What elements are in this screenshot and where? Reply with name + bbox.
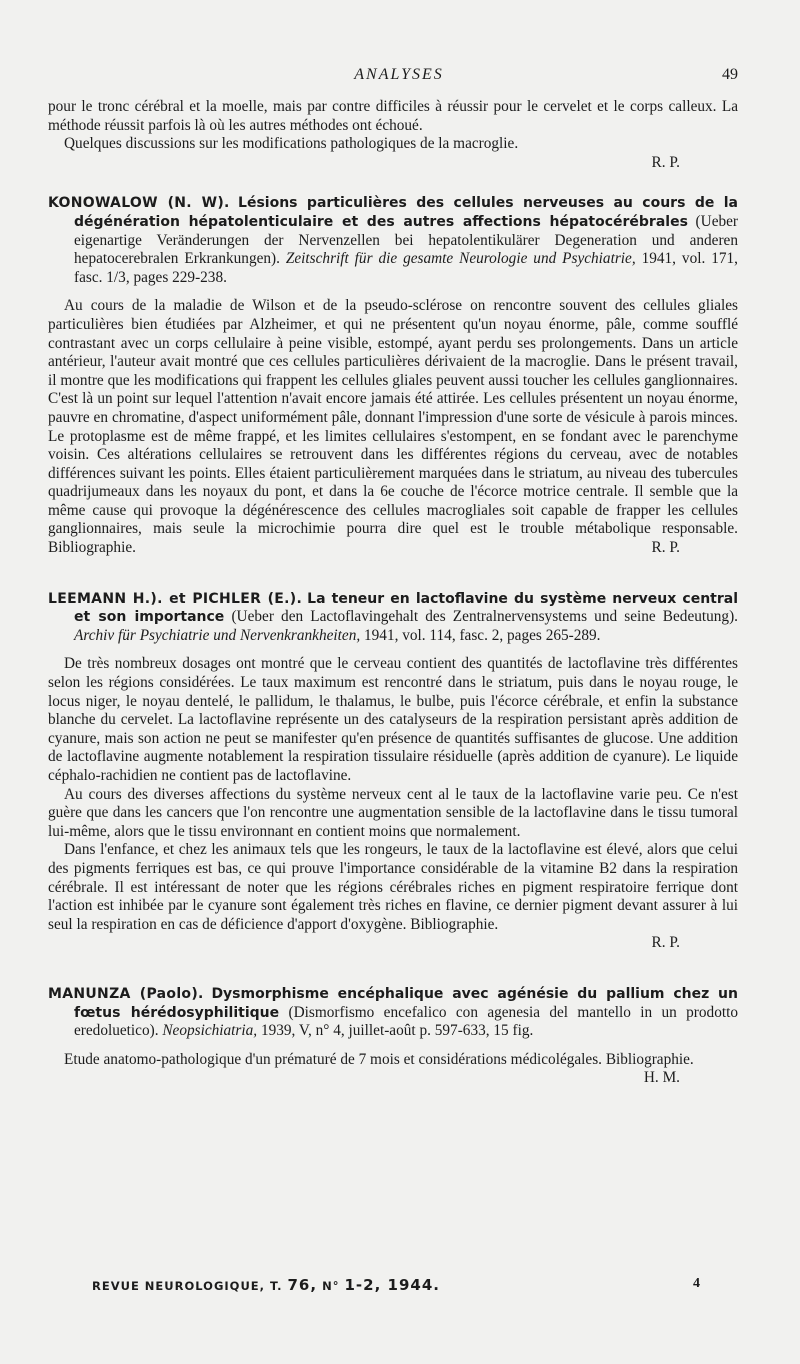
article-title: Dysmorphisme encéphalique avec agénésie du pallium chez un fœtus hérédosyphilitique bbox=[74, 985, 738, 1021]
article-journal: Zeitschrift für die gesamte Neurologie und Psychiatrie, bbox=[285, 250, 636, 268]
article-original-title: (Ueber den Lactoflavingehalt des Zentralnervensystems und seine Bedeutung). bbox=[231, 608, 739, 626]
article-journal: Archiv für Psychiatrie und Nervenkrankheiten, bbox=[74, 626, 361, 644]
article-author: MANUNZA (Paolo). bbox=[48, 985, 204, 1002]
article-details: 1939, V, n° 4, juillet-août p. 597-633, 15 fig. bbox=[260, 1022, 534, 1040]
page-footer bbox=[92, 1276, 700, 1298]
article-paragraph: Au cours de la maladie de Wilson et de la pseudo-sclérose on rencontre souvent des cellules gliales particulières bien étudiées par Alzheimer, et qui ne présentent qu'un noyau énorme, pâle, comme soufflé contrastant avec un corps cellulaire à peine visible, estompé, ayant perdu ses prolongements. Dans un article antérieur, l'auteur avait montré que ces cellules particulières dérivaient de la macroglie. Dans le présent travail, il montre que les modifications qui frappent les cellules gliales peuvent aussi toucher les cellules ganglionnaires. C'est là un point sur lequel l'attention n'avait encore jamais été attirée. Les cellules présentent un noyau énorme, pauvre en chromatine, d'aspect uniformément pâle, donnant l'impression d'une sorte de vésicule à parois minces. Le protoplasme est de même frappé, et les limites cellulaires s'estompent, en se fondant avec le parenchyme voisin. Ces altérations cellulaires se retrouvent dans les différentes régions du cerveau, avec de notables différences suivant les points. Elles étaient particulièrement marquées dans le striatum, au niveau des tubercules quadrijumeaux dans les noyaux du pont, et dans la 6e couche de l'écorce motrice centrale. Il semble que la même cause qui provoque la dégénérescence des cellules macrogliales soit capable de frapper les cellules ganglionnaires, mais seule la microchimie pourra dire quel est le trouble métabolique responsable. Bibliographie. R. P. bbox=[48, 297, 738, 557]
page-header bbox=[60, 66, 738, 92]
article-signature: R. P. bbox=[651, 934, 680, 952]
article-original-title: (Ueber eigenartige Veränderungen der Nervenzellen bei hepatolentikulärer Degeneration und anderen hepatocerebralen Erkrankungen). bbox=[74, 212, 739, 268]
bibliographic-entry bbox=[48, 590, 739, 646]
article-author: LEEMANN H.). et PICHLER (E.). bbox=[48, 590, 303, 607]
article-journal: Neopsichiatria, bbox=[162, 1022, 258, 1040]
article-paragraph: Etude anatomo-pathologique d'un prématuré de 7 mois et considérations médicolégales. Bibliographie. H. M. bbox=[48, 1051, 738, 1070]
article-konowalow bbox=[48, 194, 738, 557]
carryover-text: pour le tronc cérébral et la moelle, mais par contre difficiles à réussir pour le cervelet et le corps calleux. La méthode réussit parfois là où les autres méthodes ont échoué. bbox=[48, 98, 738, 134]
article-leemann bbox=[48, 590, 738, 953]
carryover-text-2: Quelques discussions sur les modifications pathologiques de la macroglie. bbox=[64, 135, 519, 153]
page-number: 49 bbox=[722, 66, 738, 83]
article-original-title: (Dismorfismo encefalico con agenesia del mantello in un prodotto eredoluetico). bbox=[74, 1003, 738, 1040]
article-paragraph: De très nombreux dosages ont montré que le cerveau contient des quantités de lactoflavine très différentes selon les régions considérées. Le taux maximum est rencontré dans le striatum, puis dans le noyau rouge, le locus niger, le noyau dentelé, le pallidum, le thalamus, le bulbe, puis l'écorce cérébrale, et enfin la substance blanche du cervelet. La lactoflavine représente un des catalyseurs de la respiration persistant après addition de cyanure, mais son action ne peut se manifester qu'en présence de quantités suffisantes de glucose. Une addition de lactoflavine augmente notablement la respiration tissulaire résiduelle (après addition de cyanure). Le liquide céphalo-rachidien ne contient pas de lactoflavine. bbox=[48, 655, 738, 784]
bibliographic-entry bbox=[48, 194, 739, 287]
sheet-number: 4 bbox=[693, 1276, 700, 1291]
article-details: 1941, vol. 114, fasc. 2, pages 265-289. bbox=[364, 626, 601, 644]
bibliographic-entry bbox=[48, 985, 738, 1041]
article-title: La teneur en lactoflavine du système nerveux central et son importance bbox=[74, 590, 739, 626]
article-manunza bbox=[48, 985, 738, 1088]
article-signature: R. P. bbox=[651, 539, 680, 557]
carryover-signature: R. P. bbox=[651, 153, 680, 171]
article-author: KONOWALOW (N. W). bbox=[48, 195, 230, 212]
page-body bbox=[48, 98, 738, 1088]
article-paragraph: Au cours des diverses affections du système nerveux cent al le taux de la lactoflavine varie peu. Ce n'est guère que dans les cancers que l'on rencontre une augmentation sensible de la lactoflavine dans le tissu tumoral lui-même, alors que le tissu environnant en contient moins que normalement. bbox=[48, 785, 738, 840]
running-title: ANALYSES bbox=[354, 66, 444, 83]
article-details: 1941, vol. 171, fasc. 1/3, pages 229-238. bbox=[74, 250, 738, 286]
footer-journal: REVUE NEUROLOGIQUE, T. 76, N° 1-2, 1944. bbox=[92, 1276, 440, 1294]
article-title: Lésions particulières des cellules nerveuses au cours de la dégénération hépatolenticulaire et des autres affections hépatocérébrales bbox=[74, 195, 738, 230]
article-signature: H. M. bbox=[643, 1069, 680, 1087]
article-paragraph: Dans l'enfance, et chez les animaux tels que les rongeurs, le taux de la lactoflavine est élevé, alors que celui des pigments ferriques est bas, ce qui prouve l'importance considérable de la vitamine B2 dans la respiration cérébrale. Il est intéressant de noter que les régions cérébrales riches en pigment respiratoire ferrique dont l'action est inhibée par le cyanure sont également très riches en flavine, ce dernier pigment devant assurer à lui seul la respiration en cas de déficience d'apport d'oxygène. Bibliographie. bbox=[48, 841, 738, 933]
